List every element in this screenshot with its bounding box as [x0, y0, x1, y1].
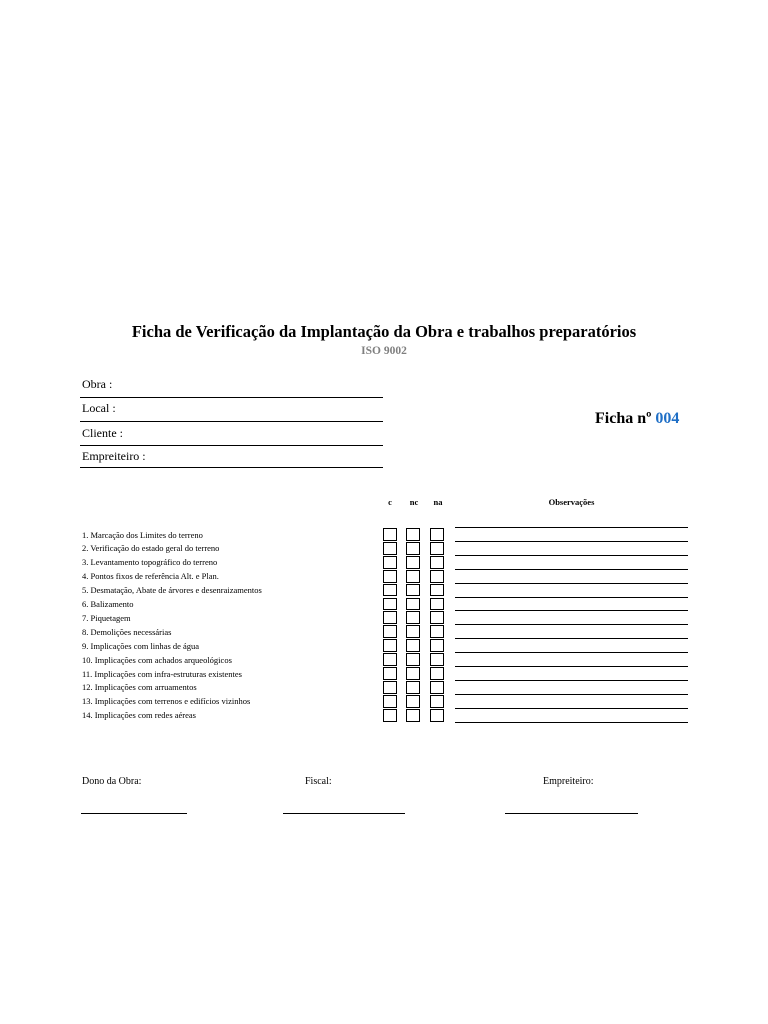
checkbox-nc[interactable]	[406, 542, 420, 555]
checkbox-nc[interactable]	[406, 653, 420, 666]
checkbox-na[interactable]	[430, 598, 444, 611]
signature-label-empreiteiro: Empreiteiro:	[543, 776, 594, 787]
field-label-obra: Obra :	[82, 377, 113, 391]
checkbox-na[interactable]	[430, 681, 444, 694]
checkbox-nc[interactable]	[406, 625, 420, 638]
observation-line[interactable]	[455, 694, 688, 695]
checkbox-na[interactable]	[430, 709, 444, 722]
field-line-obra[interactable]	[80, 397, 383, 398]
observation-line[interactable]	[455, 680, 688, 681]
checklist-item-label: 6. Balizamento	[82, 599, 134, 609]
field-line-local[interactable]	[80, 421, 383, 422]
checkbox-na[interactable]	[430, 625, 444, 638]
ficha-prefix: Ficha nº	[595, 410, 652, 427]
checkbox-na[interactable]	[430, 611, 444, 624]
checklist-item-label: 8. Demolições necessárias	[82, 626, 172, 637]
observation-line[interactable]	[455, 624, 688, 625]
checklist-item-label: 9. Implicações com linhas de água	[82, 640, 200, 651]
checkbox-nc[interactable]	[406, 681, 420, 694]
checkbox-na[interactable]	[430, 528, 444, 541]
checkbox-nc[interactable]	[406, 598, 420, 611]
checkbox-c[interactable]	[383, 653, 397, 666]
checkbox-na[interactable]	[430, 584, 444, 597]
signature-label-fiscal: Fiscal:	[305, 776, 332, 787]
observation-line[interactable]	[455, 569, 688, 570]
field-line-cliente[interactable]	[80, 445, 383, 446]
checkbox-c[interactable]	[383, 542, 397, 555]
signature-line-empreiteiro[interactable]	[505, 813, 638, 814]
checkbox-nc[interactable]	[406, 570, 420, 583]
observation-line[interactable]	[455, 638, 688, 639]
checkbox-nc[interactable]	[406, 667, 420, 680]
checkbox-nc[interactable]	[406, 709, 420, 722]
checklist-item-label: 11. Implicações com infra-estruturas existentes	[82, 668, 242, 679]
observation-line[interactable]	[455, 666, 688, 667]
field-label-cliente: Cliente :	[82, 426, 123, 440]
checkbox-na[interactable]	[430, 695, 444, 708]
checkbox-c[interactable]	[383, 611, 397, 624]
column-header-na: na	[433, 497, 443, 507]
field-label-empreiteiro: Empreiteiro :	[82, 449, 146, 463]
checkbox-c[interactable]	[383, 570, 397, 583]
column-header-c: c	[388, 497, 392, 507]
observation-line[interactable]	[455, 527, 688, 528]
column-header-nc: nc	[409, 497, 419, 507]
checklist-item-label: 10. Implicações com achados arqueológicos	[82, 654, 232, 665]
observation-line[interactable]	[455, 708, 688, 709]
checkbox-na[interactable]	[430, 542, 444, 555]
checkbox-c[interactable]	[383, 695, 397, 708]
checkbox-na[interactable]	[430, 556, 444, 569]
checkbox-c[interactable]	[383, 681, 397, 694]
checkbox-c[interactable]	[383, 625, 397, 638]
iso-subtitle: ISO 9002	[361, 345, 407, 357]
checkbox-c[interactable]	[383, 639, 397, 652]
checkbox-c[interactable]	[383, 709, 397, 722]
checkbox-c[interactable]	[383, 556, 397, 569]
checkbox-nc[interactable]	[406, 639, 420, 652]
checklist-item-label: 4. Pontos fixos de referência Alt. e Plan.	[82, 571, 219, 582]
checkbox-c[interactable]	[383, 598, 397, 611]
ficha-number	[595, 410, 679, 428]
checklist-item-label: 14. Implicações com redes aéreas	[82, 710, 196, 721]
signature-line-fiscal[interactable]	[283, 813, 405, 814]
page-title: Ficha de Verificação da Implantação da Obra e trabalhos preparatórios	[131, 322, 637, 341]
checklist-item-label: 2. Verificação do estado geral do terreno	[82, 543, 220, 554]
column-header-observacoes: Observações	[548, 497, 595, 507]
observation-line[interactable]	[455, 722, 688, 723]
signature-label-dono: Dono da Obra:	[82, 776, 142, 787]
checkbox-nc[interactable]	[406, 528, 420, 541]
checkbox-nc[interactable]	[406, 611, 420, 624]
checkbox-c[interactable]	[383, 584, 397, 597]
checkbox-nc[interactable]	[406, 695, 420, 708]
checklist-item-label: 5. Desmatação, Abate de árvores e desenraizamentos	[82, 585, 262, 596]
checklist-item-label: 3. Levantamento topográfico do terreno	[82, 557, 218, 568]
checkbox-na[interactable]	[430, 570, 444, 583]
signature-line-dono[interactable]	[81, 813, 187, 814]
observation-line[interactable]	[455, 583, 688, 584]
checkbox-nc[interactable]	[406, 556, 420, 569]
ficha-number-value: 004	[655, 410, 680, 427]
observation-line[interactable]	[455, 597, 688, 598]
checkbox-c[interactable]	[383, 528, 397, 541]
checkbox-na[interactable]	[430, 639, 444, 652]
checklist-item-label: 7. Piquetagem	[82, 612, 131, 623]
observation-line[interactable]	[455, 555, 688, 556]
observation-line[interactable]	[455, 652, 688, 653]
observation-line[interactable]	[455, 610, 688, 611]
checkbox-c[interactable]	[383, 667, 397, 680]
checklist-item-label: 1. Marcação dos Limites do terreno	[82, 529, 203, 540]
checkbox-na[interactable]	[430, 653, 444, 666]
checklist-item-label: 13. Implicações com terrenos e edifícios vizinhos	[82, 696, 251, 707]
field-line-empreiteiro[interactable]	[80, 467, 383, 468]
field-label-local: Local :	[82, 401, 116, 415]
checkbox-nc[interactable]	[406, 584, 420, 597]
observation-line[interactable]	[455, 541, 688, 542]
checkbox-na[interactable]	[430, 667, 444, 680]
checklist-item-label: 12. Implicações com arruamentos	[82, 682, 197, 693]
